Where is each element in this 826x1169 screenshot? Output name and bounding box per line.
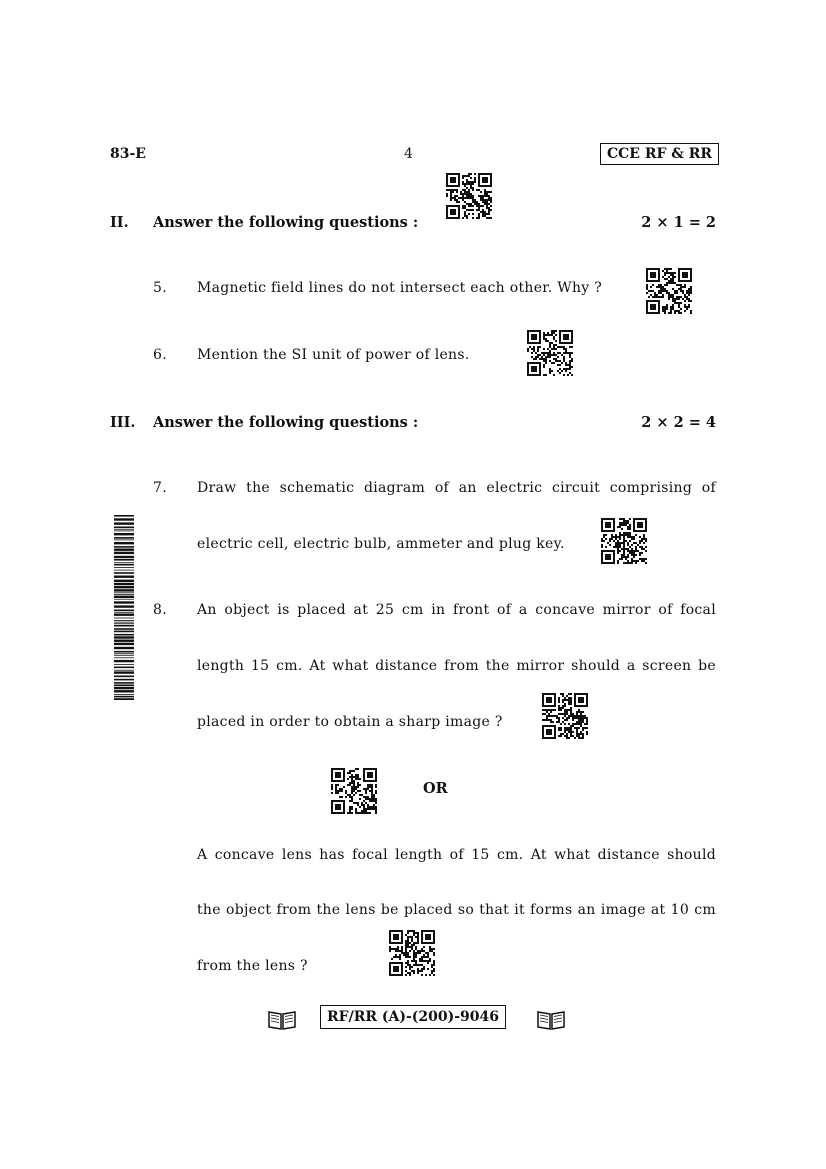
question-line: An object is placed at 25 cm in front of a concave mirror of focal xyxy=(197,602,716,618)
qr-code-icon xyxy=(542,693,588,739)
paper-code: 83-E xyxy=(110,146,146,162)
question-number: 8. xyxy=(153,602,167,618)
question-line: from the lens ? xyxy=(197,958,308,974)
question-line: electric cell, electric bulb, ammeter and plug key. xyxy=(197,536,565,552)
section-marks: 2 × 2 = 4 xyxy=(641,414,716,431)
qr-code-icon xyxy=(446,173,492,219)
qr-code-icon xyxy=(527,330,573,376)
section-numeral: III. xyxy=(110,414,136,431)
open-book-icon xyxy=(536,1009,566,1031)
question-line: A concave lens has focal length of 15 cm. At what distance should xyxy=(197,847,716,863)
question-text: Magnetic field lines do not intersect each other. Why ? xyxy=(197,280,603,296)
section-instruction: Answer the following questions : xyxy=(153,414,419,431)
qr-code-icon xyxy=(331,768,377,814)
question-number: 7. xyxy=(153,480,167,496)
exam-tag: CCE RF & RR xyxy=(600,143,719,165)
question-line: Draw the schematic diagram of an electric circuit comprising of xyxy=(197,480,716,496)
question-number: 5. xyxy=(153,280,167,296)
section-numeral: II. xyxy=(110,214,129,231)
question-text: Mention the SI unit of power of lens. xyxy=(197,347,470,363)
page-number: 4 xyxy=(404,146,414,162)
section-marks: 2 × 1 = 2 xyxy=(641,214,716,231)
question-number: 6. xyxy=(153,347,167,363)
open-book-icon xyxy=(267,1009,297,1031)
barcode-icon xyxy=(114,515,134,700)
section-instruction: Answer the following questions : xyxy=(153,214,419,231)
question-line: placed in order to obtain a sharp image ? xyxy=(197,714,503,730)
question-line: the object from the lens be placed so that it forms an image at 10 cm xyxy=(197,902,716,918)
footer-code: RF/RR (A)-(200)-9046 xyxy=(320,1005,506,1029)
question-line: length 15 cm. At what distance from the mirror should a screen be xyxy=(197,658,716,674)
qr-code-icon xyxy=(646,268,692,314)
qr-code-icon xyxy=(601,518,647,564)
or-separator: OR xyxy=(423,780,448,797)
qr-code-icon xyxy=(389,930,435,976)
